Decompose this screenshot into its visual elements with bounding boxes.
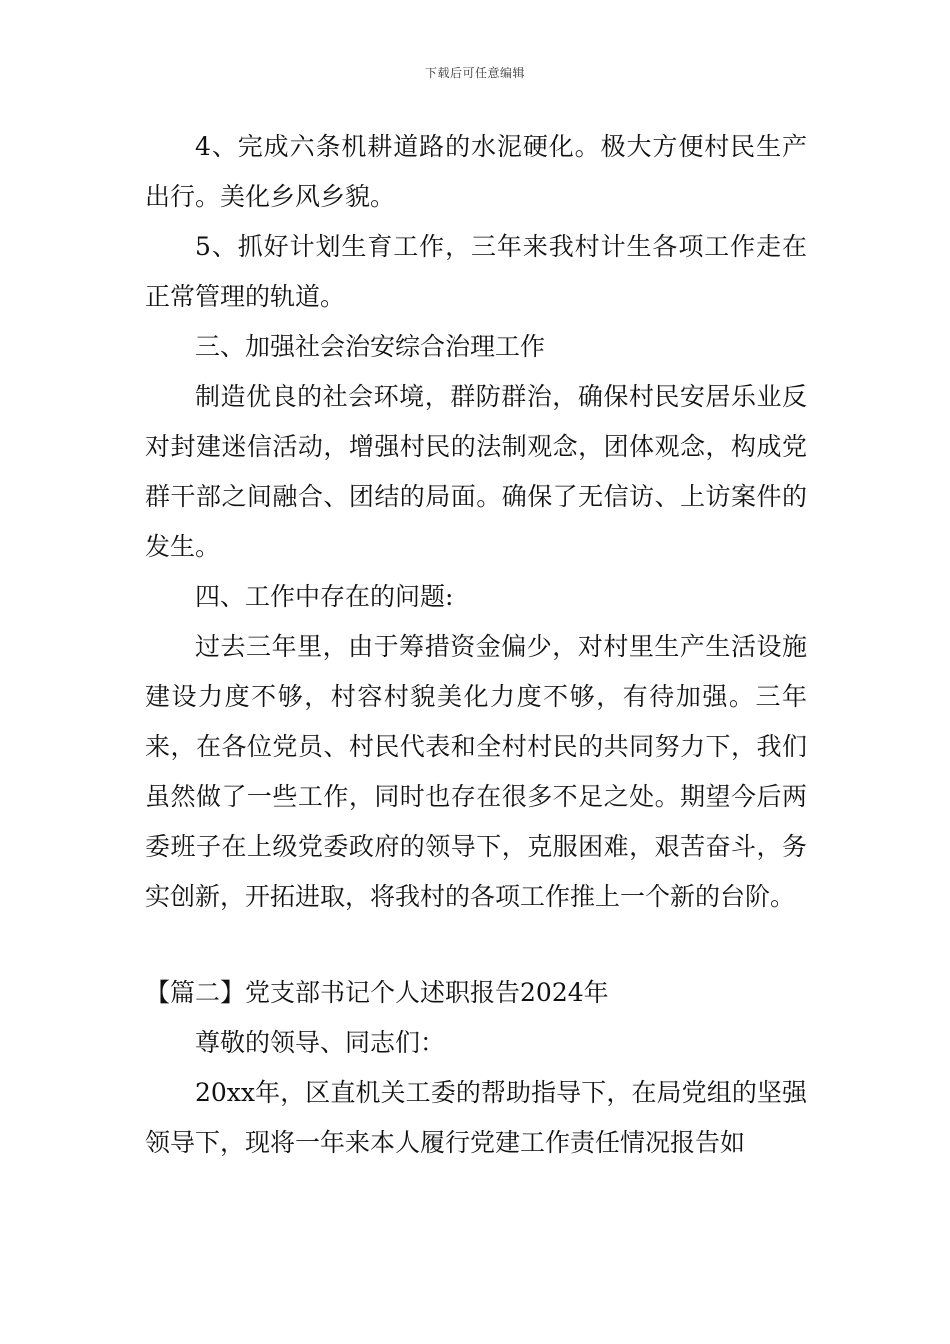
page-header-note: 下载后可任意编辑 [424, 66, 525, 80]
section-heading-4: 四、工作中存在的问题: [195, 582, 454, 611]
document-body [145, 122, 807, 1168]
paragraph-item-4: 4、完成六条机耕道路的水泥硬化。极大方便村民生产出行。美化乡风乡貌。 [145, 132, 807, 211]
paragraph-problems: 过去三年里，由于筹措资金偏少，对村里生产生活设施建设力度不够，村容村貌美化力度不够，有待加强。三年来，在各位党员、村民代表和全村村民的共同努力下，我们虽然做了一些工作，同时也存在很多不足之处。期望今后两委班子在上级党委政府的领导下，克服困难，艰苦奋斗，务实创新，开拓进取，将我村的各项工作推上一个新的台阶。 [145, 632, 807, 911]
section-spacer [145, 922, 807, 968]
section-2-title: 【篇二】党支部书记个人述职报告2024年 [145, 978, 609, 1007]
report-intro-paragraph: 20xx年，区直机关工委的帮助指导下，在局党组的坚强领导下，现将一年来本人履行党建工作责任情况报告如 [145, 1078, 807, 1157]
paragraph-public-security: 制造优良的社会环境，群防群治，确保村民安居乐业反对封建迷信活动，增强村民的法制观念，团体观念，构成党群干部之间融合、团结的局面。确保了无信访、上访案件的发生。 [145, 382, 807, 561]
greeting-line: 尊敬的领导、同志们： [195, 1028, 446, 1057]
paragraph-item-5: 5、抓好计划生育工作，三年来我村计生各项工作走在正常管理的轨道。 [145, 232, 807, 311]
section-heading-3: 三、加强社会治安综合治理工作 [195, 332, 546, 361]
